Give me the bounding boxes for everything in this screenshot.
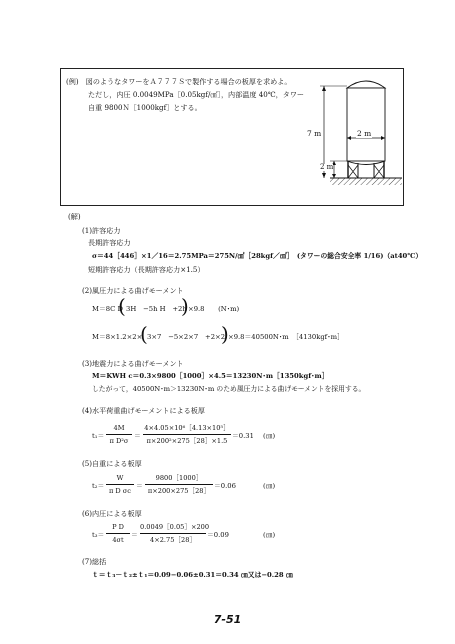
moment-comparison-text: したがって，40500N･m＞13230N･m のため風圧力による曲げモーメントを採用する。 bbox=[92, 385, 366, 393]
seismic-moment-formula: M＝KWH c＝0.3×9800［1000］×4.5＝13230N･m［1350kgf･m］ bbox=[92, 372, 329, 380]
close-bracket: ) bbox=[221, 322, 229, 346]
fraction-bar bbox=[106, 434, 132, 435]
t2-numeric-numerator: 9800［1000］ bbox=[155, 474, 203, 482]
section-1-title: (1)許容応力 bbox=[82, 226, 121, 235]
equals-sign: ＝ bbox=[136, 482, 143, 490]
close-bracket: ) bbox=[181, 294, 189, 318]
wind-moment-formula-body: 3H −5h H +2h bbox=[126, 305, 187, 313]
diameter-label: 2 m bbox=[357, 129, 372, 138]
wind-moment-calc-body: 3×7 −5×2×7 +2×2 bbox=[147, 333, 226, 341]
t1-numeric-numerator: 4×4.05×10⁶［4.13×10⁵］ bbox=[144, 424, 230, 432]
section-2-title: (2)風圧力による曲げモーメント bbox=[82, 286, 184, 295]
t3-numeric-numerator: 0.0049［0.05］×200 bbox=[140, 523, 210, 531]
equals-sign: ＝ bbox=[134, 432, 141, 440]
example-line-1: (例) 図のようなタワーをＡ７７７Ｓで製作する場合の板厚を求めよ。 bbox=[66, 77, 292, 86]
t3-result: ＝0.09 bbox=[207, 531, 229, 539]
t1-unit: (㎝) bbox=[263, 432, 276, 440]
fraction-bar bbox=[145, 484, 213, 485]
summary-formula: ｔ＝ｔ₃－ｔ₂±ｔ₁＝0.09−0.06±0.31＝0.34 ㎝又は−0.28 ㎝ bbox=[92, 571, 293, 579]
fraction-bar bbox=[143, 434, 231, 435]
t1-symbolic-denominator: π D²σ bbox=[109, 437, 129, 445]
t1-numeric-denominator: π×200²×275［28］×1.5 bbox=[146, 437, 228, 445]
section-4-title: (4)水平荷重曲げモーメントによる板厚 bbox=[82, 406, 205, 415]
section-7-title: (7)総括 bbox=[82, 557, 107, 566]
allowable-stress-formula: σ＝44［446］×1／16＝2.75MPa＝275N/㎠［28kgf／㎠］ (タワーの総合安全率 1/16)（at40℃） bbox=[92, 252, 423, 260]
fraction-bar bbox=[106, 484, 134, 485]
t1-symbolic-numerator: 4M bbox=[113, 424, 125, 432]
t2-lhs: t₂＝ bbox=[92, 482, 105, 490]
t3-symbolic-denominator: 4σt bbox=[112, 536, 124, 544]
wind-moment-formula-tail: ×9.8 (N･m) bbox=[188, 305, 240, 313]
short-term-stress-label: 短期許容応力（長期許容応力×1.5） bbox=[88, 265, 205, 274]
t3-symbolic-numerator: P D bbox=[112, 523, 124, 531]
t1-lhs: t₁＝ bbox=[92, 432, 105, 440]
wind-moment-calc-lhs: M＝8×1.2×2× bbox=[92, 333, 143, 341]
leg-height-label: 2 m bbox=[320, 163, 334, 171]
fraction-bar bbox=[140, 533, 206, 534]
solution-heading: (解) bbox=[68, 212, 81, 221]
open-bracket: ( bbox=[118, 294, 126, 318]
section-5-title: (5)自重による板厚 bbox=[82, 459, 142, 468]
t2-numeric-denominator: π×200×275［28］ bbox=[147, 487, 211, 495]
t3-unit: (㎝) bbox=[263, 531, 276, 539]
t2-unit: (㎝) bbox=[263, 482, 276, 490]
wind-moment-calc-tail: ×9.8＝40500N･m ［4130kgf･m］ bbox=[228, 333, 344, 341]
t2-symbolic-numerator: W bbox=[116, 474, 124, 482]
page-number: 7-51 bbox=[213, 613, 242, 626]
t2-symbolic-denominator: π D σc bbox=[108, 487, 131, 495]
wind-moment-formula-lhs: M＝8C D bbox=[92, 305, 123, 313]
section-3-title: (3)地震力による曲げモーメント bbox=[82, 359, 184, 368]
t1-result: ＝0.31 bbox=[232, 432, 254, 440]
open-bracket: ( bbox=[140, 322, 148, 346]
t2-result: ＝0.06 bbox=[214, 482, 236, 490]
t3-lhs: t₃＝ bbox=[92, 531, 105, 539]
section-6-title: (6)内圧による板厚 bbox=[82, 509, 142, 518]
fraction-bar bbox=[106, 533, 130, 534]
height-label: 7 m bbox=[307, 129, 322, 138]
long-term-stress-label: 長期許容応力 bbox=[88, 238, 131, 247]
example-line-2: ただし，内圧 0.0049MPa［0.05kgf/㎠］，内部温度 40℃，タワー bbox=[88, 90, 305, 99]
t3-numeric-denominator: 4×2.75［28］ bbox=[150, 536, 196, 544]
example-line-3: 自重 9800Ｎ［1000kgf］とする。 bbox=[88, 103, 202, 112]
equals-sign: ＝ bbox=[131, 531, 138, 539]
